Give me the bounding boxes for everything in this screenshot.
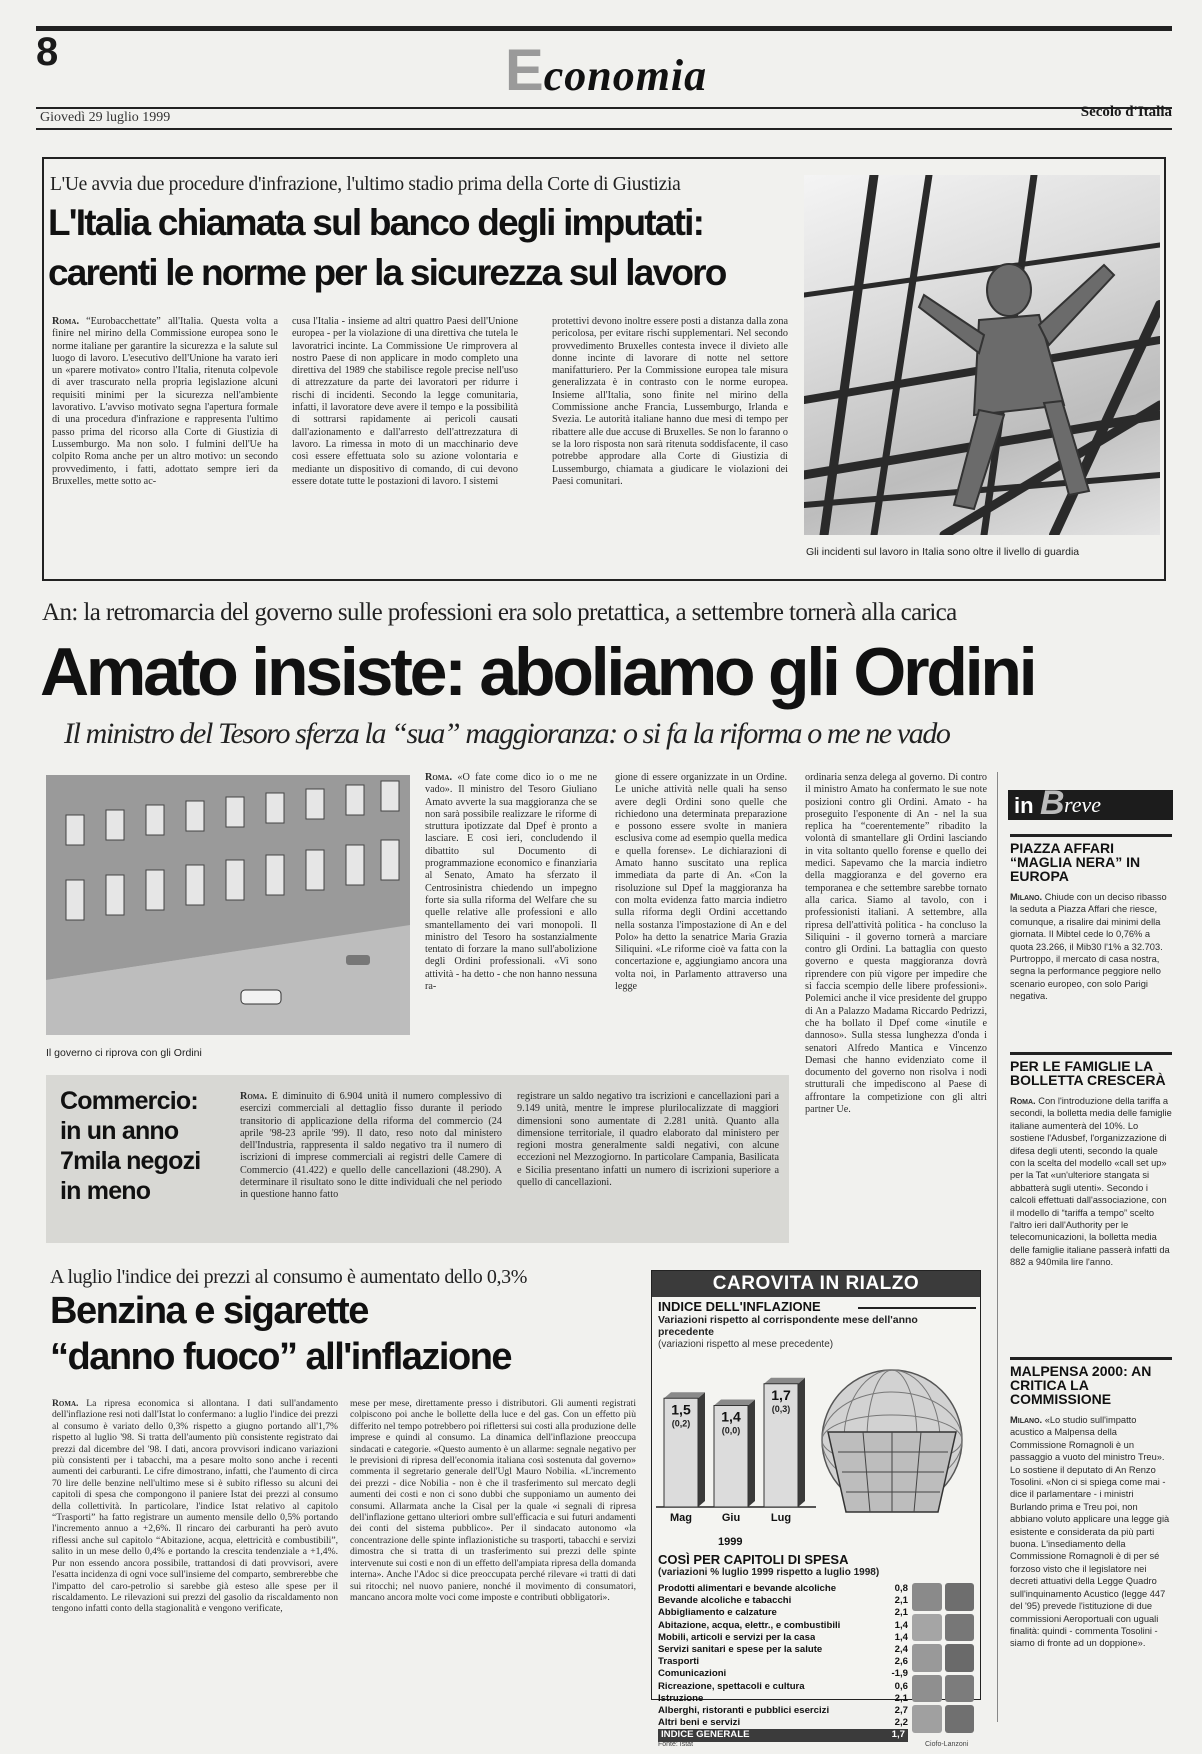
shopping-basket-illustration [808, 1362, 976, 1527]
bar-side-mag [698, 1392, 705, 1507]
article3-headline-3: 7mila negozi [60, 1147, 201, 1175]
table-row-value: 0,8 [894, 1583, 908, 1594]
bar-value-label: 1,5 [671, 1401, 691, 1418]
table-title: COSÌ PER CAPITOLI DI SPESA [658, 1552, 849, 1567]
house-icon [945, 1614, 975, 1642]
table-row-label: INDICE GENERALE [661, 1729, 750, 1741]
article4-headline-1: Benzina e sigarette [50, 1290, 368, 1332]
phone-icon [945, 1675, 975, 1703]
bar-monthly-label: (0,3) [771, 1403, 791, 1414]
bar-value-label: 1,7 [771, 1386, 791, 1403]
chart-title: INDICE DELL'INFLAZIONE [658, 1299, 821, 1314]
inbreve-label-rest: reve [1064, 792, 1102, 817]
table-row [658, 1717, 908, 1729]
category-label: Lug [770, 1512, 792, 1524]
book-icon [945, 1705, 975, 1733]
spending-table [658, 1583, 908, 1742]
table-row-value: 2,4 [894, 1644, 908, 1656]
table-row [658, 1583, 908, 1595]
inbreve-column-rule [997, 772, 998, 1722]
palace-photo [46, 775, 410, 1035]
article2-text-1: «O fate come dico io o me ne vado». Il ministro del Tesoro Giuliano Amato avverte la sua maggioranza che se non sarà possibile realizzare le riforme di struttura ipotizzate dal Dpef è pronto a lasciare. E così ieri, concludendo il dibattito sul Documento di programmazione economico e finanziaria al Senato, Amato ha sferzato il Centrosinistra chiedendo un impegno forte sia sulla riforma del Welfare che su quelle relative alle professioni e allo smantellamento dei vari monopoli. Il ministro del Tesoro ha sostanzialmente tentato di forzare la mano sull'abolizione degli Ordini professionali. «Vi sono attività - ha detto - che non hanno nessuna ra- [425, 772, 597, 993]
chart-signature: Ciofo-Lanzoni [925, 1741, 969, 1748]
palace-drawing [46, 775, 410, 1035]
table-row [658, 1620, 908, 1632]
table-row [658, 1595, 908, 1607]
brief-1-title: PIAZZA AFFARI “MAGLIA NERA” IN EUROPA [1010, 840, 1141, 884]
car-icon [912, 1675, 942, 1703]
table-row-label: Prodotti alimentari e bevande alcoliche [658, 1583, 837, 1594]
table-row-value: 2,1 [894, 1595, 908, 1607]
article1-text-3: protettivi devono inoltre essere posti a distanza dalla zona pericolosa, per evitare rischi supplementari. Nel secondo provvedimento Bruxelles contesta invece il divieto alle donne incinte di lavorare di notte nel settore manifatturiero. Per la Commissione europea tale misura generalizzata è in contrasto con le norme europea. Insieme all'Italia, sono finite nel mirino della Commissione anche Francia, Lussemburgo, Irlanda e Svezia. Le autorità italiane hanno due mesi di tempo per ribattere alle due accuse di Bruxelles. Se non lo faranno o se la loro risposta non sarà ritenuta soddisfacente, il caso potrebbe approdare alla Corte di Giustizia di Lussemburgo, chiamata a giudicare le violazioni dei Paesi comunitari. [552, 316, 788, 487]
bar-value-label: 1,4 [721, 1408, 741, 1425]
category-icons-column [912, 1583, 974, 1733]
article1-kicker: L'Ue avvia due procedure d'infrazione, l'ultimo stadio prima della Corte di Giustizia [50, 174, 681, 195]
table-row-label: Altri beni e servizi [658, 1717, 741, 1729]
article2-col-2 [615, 772, 787, 1057]
article4-col-2 [350, 1398, 636, 1738]
table-row-label: Alberghi, ristoranti e pubblici esercizi [658, 1705, 830, 1717]
article1-text-1: “Eurobacchettate” all'Italia. Questa volta a finire nel mirino della Commissione europea sono le norme italiane per garantire la sicurezza e la salute sul luogo di lavoro. L'esecutivo dell'Unione ha varato ieri un «parere motivato» contro l'Italia, ritenuta colpevole di aver trascurato nella propria legislazione alcuni requisiti minimi per la sicurezza nell'ambiente lavorativo. L'avviso motivato segna l'apertura formale di una procedura d'infrazione e rappresenta l'ultimo passo prima del ricorso alla Corte di Giustizia di Lussemburgo. Ma non solo. I fulmini dell'Ue ha colpito Roma anche per un altro motivo: un secondo provvedimento, i fatti, adottato sempre ieri da Bruxelles, mette sotto ac- [52, 316, 278, 487]
brief-2 [1010, 1052, 1172, 1269]
table-row [658, 1705, 908, 1717]
table-row-label: Comunicazioni [658, 1668, 727, 1680]
brief-1-dateline: Milano. [1010, 892, 1043, 902]
table-subtitle: (variazioni % luglio 1999 rispetto a luglio 1998) [658, 1567, 880, 1578]
article1-dateline: Roma. [52, 316, 80, 327]
drinks-icon [945, 1583, 975, 1611]
table-row-value: 1,4 [894, 1631, 908, 1643]
table-row [658, 1681, 908, 1693]
article1-headline-1: L'Italia chiamata sul banco degli imputati: [48, 202, 704, 243]
bar-monthly-label: (0,0) [721, 1425, 741, 1436]
table-row [658, 1656, 908, 1668]
table-row-value: 1,4 [894, 1619, 908, 1631]
article3-headline-4: in meno [60, 1177, 151, 1205]
brief-3-text: «Lo studio sull'impatto acustico a Malpensa della Commissione Romagnoli è un passaggio a vuoto del ministro Treu». Lo sostiene il deputato di An Renzo Tosolini. «Non ci si spiega come mai - dice il parlamentare - i ministri Burlando prima e Treu poi, non abbiano voluto applicare una legge già esistente e considerata da più parti buona. L'insediamento della Commissione Romagnoli è di per sé forzoso visto che il legislatore nei decreti attuativi della Legge Quadro sull'inquinamento Acustico (legge 447 del '95) prevede l'istituzione di due commissioni Aeroportuali con uguali finalità: quindi - commenta Tosolini - siamo di fronte ad un doppione». [1010, 1415, 1170, 1649]
article3-headline-1: Commercio: [60, 1087, 198, 1115]
article2-col-3 [805, 772, 987, 1244]
article1-col-1 [52, 316, 278, 572]
category-label: Giu [721, 1512, 741, 1524]
article3-dateline: Roma. [240, 1091, 268, 1102]
table-row [658, 1607, 908, 1619]
table-row-value: 2,7 [894, 1705, 908, 1717]
article3-col-2 [517, 1091, 779, 1237]
article3-headline [60, 1086, 230, 1206]
article2-caption: Il governo ci riprova con gli Ordini [46, 1047, 202, 1059]
health-icon [945, 1644, 975, 1672]
article4-kicker: A luglio l'indice dei prezzi al consumo è aumentato dello 0,3% [50, 1266, 527, 1288]
article2-headline: Amato insiste: aboliamo gli Ordini [40, 634, 1035, 710]
table-row-label: Trasporti [658, 1656, 700, 1668]
page-number: 8 [36, 30, 59, 74]
bar-side-lug [798, 1378, 805, 1507]
inbreve-label-initial: B [1040, 784, 1065, 822]
brief-1-text: Chiude con un deciso ribasso la seduta a Piazza Affari che riesce, comunque, a risalire dai minimi della giornata. Il Mibtel cede lo 0,76% a quota 23.266, il Mib30 l'1% a 32.703. Purtroppo, il mercato di casa nostra, segna la performance peggiore nello scenario europeo, con solo Parigi negativa. [1010, 892, 1167, 1002]
table-row-value: 0,6 [894, 1680, 908, 1692]
table-row [658, 1693, 908, 1705]
article2-kicker: An: la retromarcia del governo sulle professioni era solo pretattica, a settembre tornerà alla carica [42, 599, 957, 626]
article3-headline-2: in un anno [60, 1117, 179, 1145]
article2-text-3: ordinaria senza delega al governo. Di contro il ministro Amato ha confermato le sue note posizioni contro gli Ordini. Amato - ha proseguito l'esponente di An - nel la sua replica ha “coerentemente” ribadito la volontà di smantellare gli Ordini lasciando in vita soltanto quello forense e quello dei medici. Sapevamo che la marcia indietro della maggioranza e del governo era temporanea e che settembre sarebbe tornato alla carica. Siamo al tavolo, con i professionisti italiani. A settembre, alla ripresa dell'attività politica - ha concluso la Siliquini - il governo tornerà a marciare contro gli Ordini. La battaglia con questo governo e questa maggioranza dovrà riprendere con più vigore per impedire che si faccia scempio delle libere professioni». Polemici anche il vice presidente del gruppo di An a Palazzo Madama Riccardo Pedrizzi, che ha bollato il Dpef come «inutile e dannoso». Sulla stessa lunghezza d'onda i senatori Alfredo Mantica e Vincenzo Demasi che hanno evidenziato come il documento del governo non risolva i nodi strutturali che impediscono al Paese di affrontare la competizione con gli altri partner Ue. [805, 772, 987, 1116]
table-row-label: Abbigliamento e calzature [658, 1607, 777, 1619]
table-row-value: 2,6 [894, 1656, 908, 1668]
table-row [658, 1668, 908, 1680]
chart-source: Fonte: Istat [658, 1741, 694, 1748]
article2-dateline: Roma. [425, 772, 453, 783]
chart-title-rule [858, 1307, 976, 1309]
brief-3 [1010, 1357, 1172, 1650]
chart-year-label: 1999 [718, 1536, 743, 1548]
table-row-value: 2,1 [894, 1692, 908, 1704]
article4-col-1 [52, 1398, 338, 1738]
table-row-label: Bevande alcoliche e tabacchi [658, 1595, 792, 1607]
table-row-label: Istruzione [658, 1692, 704, 1704]
brief-2-dateline: Roma. [1010, 1096, 1036, 1106]
article1-col-3 [552, 316, 788, 572]
ticket-icon [912, 1705, 942, 1733]
chart-subtitle: Variazioni rispetto al corrispondente mese dell'anno precedente [658, 1314, 918, 1338]
brief-1 [1010, 834, 1172, 1003]
chart-banner: CAROVITA IN RIALZO [652, 1271, 980, 1297]
table-row-label: Ricreazione, spettacoli e cultura [658, 1680, 805, 1692]
bar-side-giu [748, 1400, 755, 1508]
inbreve-label-in: in [1014, 793, 1034, 818]
article4-dateline: Roma. [52, 1398, 79, 1409]
table-row-label: Servizi sanitari e spese per la salute [658, 1644, 823, 1656]
article1-col-2 [292, 316, 518, 572]
scaffolding-drawing [804, 175, 1160, 535]
issue-date: Giovedì 29 luglio 1999 [40, 110, 171, 125]
table-row-value: -1,9 [891, 1668, 908, 1680]
clothing-icon [912, 1614, 942, 1642]
furniture-icon [912, 1644, 942, 1672]
brief-2-title: PER LE FAMIGLIE LA BOLLETTA CRESCERÀ [1010, 1058, 1166, 1088]
bar-monthly-label: (0,2) [671, 1418, 691, 1429]
bar-top-giu [714, 1400, 755, 1406]
article4-headline-2: “danno fuoco” all'inflazione [50, 1336, 512, 1378]
article3-text-1: È diminuito di 6.904 unità il numero complessivo di esercizi commerciali al dettaglio fisso durante il periodo transitorio di applicazione della riforma del commercio (24 aprile '98-23 aprile '99). Il dato, reso noto dal ministero dell'Industria, rappresenta il saldo negativo tra il numero di iscrizioni di imprese commerciali ai registri delle Camere di Commercio (41.422) e quello delle cancellazioni (48.290). A determinare il risultato sono le ditte individuali che nel periodo in questione hanno fatto [240, 1091, 502, 1201]
article2-col-1 [425, 772, 597, 1057]
paper-name: Secolo d'Italia [1080, 104, 1172, 120]
article3-text-2: registrare un saldo negativo tra iscrizioni e cancellazioni pari a 9.149 unità, mentre le imprese plurilocalizzate di maggiori dimensioni sono aumentate di 2.281 unità. Quanto alla dimensione territoriale, il quadro elaborato dal ministero per regioni mostra generalmente saldi negativi, con alcune eccezioni nel Mezzogiorno. In particolare Campania, Basilicata e Sicilia presentano infatti un numero di iscrizioni superiore a quello di cancellazioni. [517, 1091, 779, 1189]
table-row-label: Abitazione, acqua, elettr., e combustibili [658, 1619, 841, 1631]
table-row-value: 2,1 [894, 1607, 908, 1619]
article2-text-2: gione di essere organizzate in un Ordine. Le uniche attività nelle quali ha senso avere degli Ordini sono quelle che richiedono una determinata preparazione e possono essere svolte in maniera esclusiva come ad esempio quella medica e quella forense». Le dichiarazioni di Amato hanno suscitato una replica immediata da parte di An. «Con la risoluzione sul Dpef la maggioranza ha con molta evidenza fatto marcia indietro sulla riforma degli Ordini accettando nella sostanza l'impostazione di An e del Polo» ha detto la senatrice Maria Grazia Siliquini. «Le riforme cioè va fatta con la concertazione e, aggiungiamo ancora una volta noi, in Parlamento attraverso una legge [615, 772, 787, 993]
category-label: Mag [670, 1512, 692, 1524]
brief-3-dateline: Milano. [1010, 1415, 1043, 1425]
inflation-bar-chart [656, 1352, 826, 1532]
article3-col-1 [240, 1091, 502, 1237]
table-row [658, 1729, 908, 1741]
section-initial: E [505, 38, 544, 103]
article2-subhead: Il ministro del Tesoro sferza la “sua” maggioranza: o si fa la riforma o me ne vado [64, 717, 950, 750]
bar-top-lug [764, 1378, 805, 1384]
table-row-label: Mobili, articoli e servizi per la casa [658, 1631, 816, 1643]
table-row [658, 1644, 908, 1656]
chart-subtitle-paren: (variazioni rispetto al mese precedente) [658, 1339, 834, 1350]
article1-headline-2: carenti le norme per la sicurezza sul lavoro [48, 252, 726, 293]
section-rest: conomia [543, 51, 708, 100]
article1-caption: Gli incidenti sul lavoro in Italia sono oltre il livello di guardia [806, 546, 1080, 558]
table-row [658, 1632, 908, 1644]
article4-text-1: La ripresa economica si allontana. I dati sull'andamento dell'inflazione resi noti dall'Istat lo confermano: a luglio l'indice dei prezzi al consumo è variato dello 0,3% rispetto a giugno portando all'1,7% rispetto al luglio '98. Si tratta dell'aumento più consistente registrato dai prezzi dal dicembre del '98. I dati, ancora provvisori indicano variazioni più consistenti per i tabacchi, ma a pesare molto sono anche i recenti aumenti dei carburanti. Le cifre dimostrano, infatti, che l'aumento di circa 70 lire delle benzine nell'ultimo mese si è subito riflesso su alcuni dei capitoli di spesa che compongono il paniere Istat dei prezzi al consumo della collettività. In particolare, l'indice Istat relativo al capitolo “Trasporti” ha fatto registrare un aumento mensile dello 0,5% portando l'incremento annuo a +2,6%. Il rincaro dei carburanti ha però avuto riflessi anche sul capitolo “Abitazione, acqua, elettricità e combustibili”, salito in un mese dello 0,4% e portando la crescita tendenziale a +1,4%. Pur non essendo ancora possibile, trattandosi di dati provvisori, avere l'esatta incidenza di ogni voce sull'insieme del comparto, sembrerebbe che l'impatto del caro-petrolio si sarebbe già esteso alle spese per il riscaldamento. Le rilevazioni sui prezzi del gasolio da riscaldamento non tengono infatti conto della stagionalità e vengono verificate, [52, 1398, 338, 1615]
food-icon [912, 1583, 942, 1611]
table-row-value: 2,2 [894, 1717, 908, 1729]
bar-top-mag [664, 1392, 705, 1398]
brief-3-title: MALPENSA 2000: AN CRITICA LA COMMISSIONE [1010, 1363, 1152, 1407]
article1-text-2: cusa l'Italia - insieme ad altri quattro Paesi dell'Unione europea - per la violazione di una direttiva che tutela le lavoratrici incinte. La Commissione Ue rimprovera al nostro Paese di non applicare in modo completo una direttiva del 1989 che stabilisce regole precise nell'uso di attrezzature da parte dei lavoratori per ridurre i rischi di incidenti. Secondo la legge comunitaria, infatti, il lavoratore deve avere il tempo e la possibilità di sottrarsi rapidamente ai pericoli causati dall'azionamento e dall'arresto dell'attrezzatura di lavoro. La rimessa in moto di un macchinario deve così essere effettuata solo su azione volontaria e mediante un dispositivo di comando, di cui devono essere dotate tutte le postazioni di lavoro. I sistemi [292, 316, 518, 487]
worker-scaffolding-photo [804, 175, 1160, 535]
table-row-value: 1,7 [891, 1729, 905, 1741]
brief-2-text: Con l'introduzione della tariffa a secondi, la bolletta media delle famiglie italiane aumenterà del 10%. Lo sostiene l'Adusbef, l'organizzazione di difesa degli utenti, secondo la quale con la scelta del modello «call set up» per la Tat «un'ulteriore stangata si abbatterà sugli utenti». Secondo i calcoli effettuati dall'associazione, con il modello di “tariffa a tempo” scelto l'altro ieri dall'Authority per le telecomunicazioni, la bolletta media delle famiglie italiane passerà infatti da 882 a 940mila lire l'anno. [1010, 1096, 1172, 1268]
inbreve-label [1008, 784, 1173, 822]
section-title [505, 38, 708, 106]
article4-text-2: mese per mese, direttamente presso i distributori. Gli aumenti registrati colpiscono poi anche le bollette della luce e del gas. Con un effetto più differito nel tempo potrebbero poi riflettersi sui costi alla produzione delle imprese e quindi al consumo. La dinamica dell'inflazione preoccupa sindacati e categorie. «Questo aumento è un allarme: segnale negativo per le previsioni di ripresa dell'economia italiana così sostenuta dal governo» commenta il segretario generale dell'Ugl Mauro Nobilia. «L'incremento dei prezzi - dice Nobilia - non è che il trasferimento sul mercato degli aumenti dei costi e non ci sono dubbi che supponiamo un aumento dei consumi. Allarmata anche la Cisal per la quale «i segnali di ripresa dell'inflazione gettano ulteriori ombre sull'efficacia e sui futuri andamenti dei conti del sistema pubblico». Per il sindacato autonomo «la concentrazione delle spinte inflazionistiche su trasporti, tabacchi e servizi dimostra che si tratta di un trasferimento sui prezzi delle spinte intervenute sui costi e non di un effetto dell'ampiata ripresa della domanda interna». Anche l'Adoc si dice preoccupata perché rilevare «i tratti di dati sui ritocchi; nel nuovo paniere, nonché il movimento di consumatori, mancano ancora molte voci come imposte e contributi obbligatori». [350, 1398, 636, 1603]
